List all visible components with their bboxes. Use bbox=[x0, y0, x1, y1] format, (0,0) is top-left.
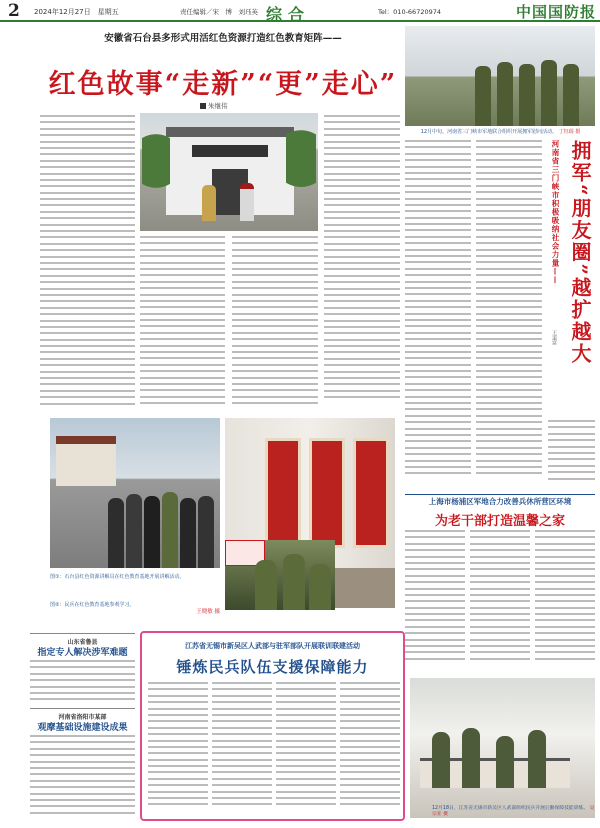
brief-1-text bbox=[30, 660, 135, 708]
shanghai-kicker: 上海市杨浦区军地合力改善兵休所营区环境 bbox=[428, 497, 572, 506]
highlight-column-2 bbox=[212, 682, 272, 816]
henan-caption-text: 12月中旬，河南省三门峡市军地联合组织开展拥军慰问活动。 bbox=[420, 129, 558, 135]
henan-photo-credit: 丁钰琨 摄 bbox=[558, 129, 581, 135]
lead-photo-group bbox=[50, 418, 220, 568]
highlight-column-4 bbox=[340, 682, 400, 816]
henan-photo-caption bbox=[408, 129, 593, 135]
henan-column-3 bbox=[548, 420, 595, 490]
lead-caption-1: 图①：石台县红色资源讲解员在红色教育基地开展讲解活动。 bbox=[50, 574, 185, 580]
lead-photo-credit: 王晓敏 摄 bbox=[196, 609, 220, 615]
lead-photo-caption-2 bbox=[50, 602, 220, 616]
shanghai-column-3 bbox=[535, 530, 595, 670]
henan-column-2 bbox=[476, 140, 542, 490]
page-header bbox=[0, 0, 600, 22]
issue-date: 2024年12月27日 星期五 bbox=[34, 8, 119, 16]
lead-caption-2: 图②：民兵在红色教育基地参观学习。 bbox=[50, 602, 135, 608]
henan-kicker: 河南省三门峡市积极吸纳社会力量—— bbox=[551, 140, 560, 285]
highlight-title: 锤炼民兵队伍支援保障能力 bbox=[176, 658, 369, 676]
lead-photo-militia bbox=[225, 540, 335, 610]
newspaper-logo: 中国国防报 bbox=[516, 3, 597, 21]
brief-2-title: 观摩基础设施建设成果 bbox=[37, 723, 128, 733]
shanghai-column-1 bbox=[405, 530, 465, 670]
henan-column-1 bbox=[405, 140, 471, 490]
lead-byline bbox=[200, 101, 228, 110]
lead-byline-name: 朱继伟 bbox=[208, 102, 228, 110]
lead-column-3 bbox=[232, 236, 318, 412]
highlight-column-1 bbox=[148, 682, 208, 816]
section-title: 综合 bbox=[266, 5, 311, 24]
shanghai-title: 为老干部打造温馨之家 bbox=[434, 514, 565, 529]
lead-column-1 bbox=[40, 115, 135, 415]
training-caption-text: 12月18日，江苏省无锡市新吴区人武部组织民兵开展后勤保障技能训练。 bbox=[432, 806, 589, 811]
highlight-kicker: 江苏省无锡市新吴区人武部与驻军部队开展联训联建活动 bbox=[185, 642, 360, 650]
byline-marker-icon bbox=[200, 103, 206, 109]
lead-kicker: 安徽省石台县多形式用活红色资源打造红色教育矩阵—— bbox=[104, 33, 342, 44]
lead-photo-museum bbox=[140, 113, 318, 231]
brief-2-text bbox=[30, 735, 135, 823]
brief-divider-top bbox=[30, 633, 135, 634]
brief-2-kicker: 河南省洛阳市某部 bbox=[58, 714, 107, 721]
brief-divider-mid bbox=[30, 708, 135, 709]
shanghai-column-2 bbox=[470, 530, 530, 670]
brief-1-kicker: 山东省鲁县 bbox=[67, 639, 98, 646]
page-number: 2 bbox=[8, 1, 20, 21]
training-photo bbox=[410, 678, 595, 818]
henan-photo-march bbox=[405, 26, 595, 126]
phone-number: Tel：010-66720974 bbox=[378, 8, 442, 16]
brief-1-title: 指定专人解决涉军难题 bbox=[37, 648, 128, 658]
lead-column-2 bbox=[140, 236, 225, 412]
training-photo-caption bbox=[432, 806, 597, 818]
lead-headline: 红色故事“走新”“更”走心” bbox=[48, 69, 398, 100]
henan-title: 拥军“朋友圈”越扩越大 bbox=[568, 140, 592, 366]
lead-photo-caption bbox=[50, 574, 220, 581]
highlight-column-3 bbox=[276, 682, 336, 816]
editor-credit: 责任编辑／宋 博 刘珏英 bbox=[180, 8, 258, 16]
henan-byline: 王道富 bbox=[551, 330, 557, 345]
shanghai-divider bbox=[405, 494, 595, 495]
lead-column-4 bbox=[324, 115, 400, 412]
training-photo-credit: 吴宗亚 摄 bbox=[432, 806, 595, 817]
